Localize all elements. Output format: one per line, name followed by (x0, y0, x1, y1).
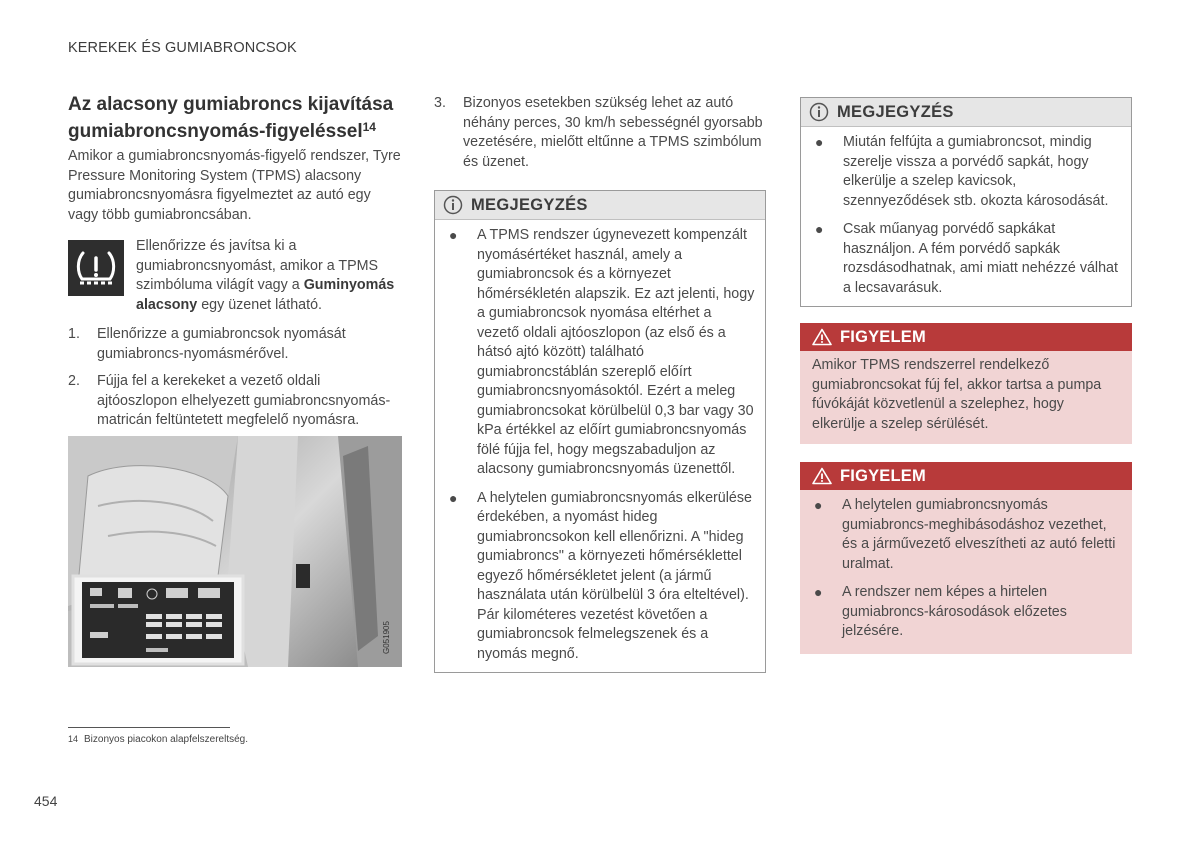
list-item: ● A rendszer nem képes a hirtelen gumiabroncs-károsodások előzetes jelzésére. (814, 584, 1067, 639)
steps-list-continued (434, 94, 766, 172)
note-header (801, 98, 1131, 127)
note-box (800, 97, 1132, 307)
steps-list (68, 325, 402, 431)
warning-label: FIGYELEM (840, 327, 926, 346)
footnote: 14 Bizonyos piacokon alapfelszereltség. (68, 734, 248, 745)
warning-label: FIGYELEM (840, 466, 926, 485)
warning-triangle-icon (812, 328, 832, 346)
intro-paragraph: Amikor a gumiabroncsnyomás-figyelő rendszer, Tyre Pressure Monitoring System (TPMS) alacsony gumiabroncsnyomásra figyelmeztet az autó egy vagy több gumiabroncsában. (68, 148, 401, 223)
list-item: 2. Fújja fel a kerekeket a vezető oldali ajtóoszlopon elhelyezett gumiabroncsnyomás-matricán feltüntetett megfelelő nyomásra. (68, 373, 391, 428)
info-icon (443, 195, 463, 215)
note-list (447, 226, 755, 664)
door-pillar-photo (68, 436, 402, 667)
note-box (434, 190, 766, 673)
message-name: Guminyomás alacsony (136, 277, 395, 313)
column-left (68, 94, 402, 439)
list-item: ● Csak műanyag porvédő sapkákat használjon. A fém porvédő sapkák rozsdásodhatnak, ami miatt nehézzé válhat a lecsavarásuk. (815, 221, 1118, 296)
image-code: G051905 (382, 621, 391, 654)
warning-header (800, 462, 1132, 490)
info-icon (809, 102, 829, 122)
column-right (800, 97, 1132, 654)
warning-list (812, 496, 1120, 642)
section-title: Az alacsony gumiabroncs kijavítása gumiabroncsnyomás-figyeléssel$^{14}$ (68, 94, 394, 142)
section-header: KEREKEK ÉS GUMIABRONCSOK (68, 40, 297, 56)
list-item: ● A TPMS rendszer úgynevezett kompenzált nyomásértéket használ, amely a gumiabroncsok és a környezet hőmérsékletén alapszik. Ez azt jelenti, hogy a gumiabroncsok nyomása eltérhet a vezető oldali ajtóoszlopon (az első és a hátsó ajtó között) található gumiabroncstáblán szereplő előírt gumiabroncsnyomásoktól. Ezért a meleg gumiabroncsokat körülbelül 0,3 bar vagy 30 kPa értékkel az előírt gumiabroncsnyomás fölé fújja fel, hogy megszabaduljon az alacsony gumiabroncsnyomás üzenettől. (449, 227, 755, 477)
warning-box (800, 323, 1132, 444)
page-number: 454 (34, 793, 58, 809)
warning-box (800, 462, 1132, 654)
warning-text: Amikor TPMS rendszerrel rendelkező gumiabroncsokat fúj fel, akkor tartsa a pumpa fúvókáját közvetlenül a szelephez, hogy elkerülje a szelep sérülését. (812, 357, 1102, 432)
column-middle (434, 94, 766, 673)
list-item: 3. Bizonyos esetekben szükség lehet az autó néhány perces, 30 km/h sebességnél gyorsabb vezetésére, mielőtt eltűnne a TPMS szimbólum és üzenet. (434, 95, 763, 170)
note-header (435, 191, 765, 220)
footnote-divider (68, 727, 230, 728)
note-list (813, 133, 1121, 298)
tpms-symbol-text: Ellenőrizze és javítsa ki a gumiabroncsnyomást, amikor a TPMS szimbóluma világít vagy a Guminyomás alacsony egy üzenet látható. (136, 238, 395, 313)
warning-triangle-icon (812, 467, 832, 485)
list-item: ● Miután felfújta a gumiabroncsot, mindig szerelje vissza a porvédő sapkát, hogy elkerülje a szelep kavicsok, szennyeződések stb. okozta károsodását. (815, 134, 1109, 209)
tpms-symbol-row (68, 237, 402, 315)
note-label: MEGJEGYZÉS (837, 102, 954, 121)
footnote-ref: 14 (362, 120, 376, 134)
list-item: 1. Ellenőrizze a gumiabroncsok nyomását gumiabroncs-nyomásmérővel. (68, 326, 346, 362)
note-label: MEGJEGYZÉS (471, 195, 588, 214)
warning-header (800, 323, 1132, 351)
list-item: ● A helytelen gumiabroncsnyomás gumiabroncs-meghibásodáshoz vezethet, és a járművezető elveszítheti az autó feletti uralmat. (814, 497, 1116, 572)
list-item: ● A helytelen gumiabroncsnyomás elkerülése érdekében, a nyomást hideg gumiabroncsokon kell ellenőrizni. A "hideg gumiabroncs" a környezeti hőmérséklettel egyező hőmérsékletet jelent (a jármű használata után körülbelül 3 óra elteltével). Pár kilométeres vezetést követően a gumiabroncsok felmelegszenek és a nyomás megnő. (449, 489, 752, 662)
tpms-warning-icon (68, 240, 124, 296)
